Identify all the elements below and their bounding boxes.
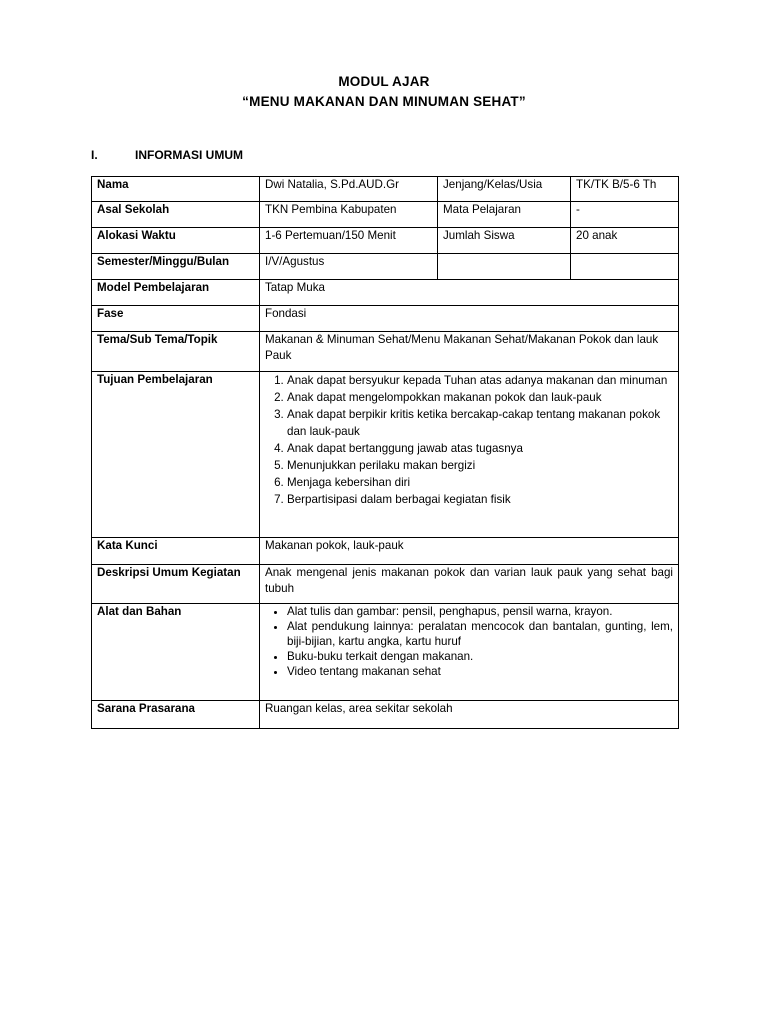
list-item: • Video tentang makanan sehat: [287, 664, 673, 679]
table-row: [92, 604, 679, 701]
list-item: 2. Anak dapat mengelompokkan makanan pokok dan lauk-pauk: [287, 389, 673, 406]
semester-value: I/V/Agustus: [260, 254, 438, 280]
empty-cell: [571, 254, 679, 280]
model-value: Tatap Muka: [260, 280, 679, 306]
semester-label: Semester/Minggu/Bulan: [92, 254, 260, 280]
list-item: 4. Anak dapat bertanggung jawab atas tugasnya: [287, 440, 673, 457]
deskripsi-value: Anak mengenal jenis makanan pokok dan varian lauk pauk yang sehat bagi tubuh: [260, 565, 679, 604]
fase-label: Fase: [92, 306, 260, 332]
list-item: • Alat pendukung lainnya: peralatan mencocok dan bantalan, gunting, lem, biji-bijian, kartu angka, kartu huruf: [287, 619, 673, 649]
asal-sekolah-value: TKN Pembina Kabupaten: [260, 202, 438, 228]
nama-label: Nama: [92, 177, 260, 202]
kata-kunci-value: Makanan pokok, lauk-pauk: [260, 538, 679, 565]
jumlah-siswa-label: Jumlah Siswa: [438, 228, 571, 254]
sarana-value: Ruangan kelas, area sekitar sekolah: [260, 701, 679, 729]
alat-bahan-list: [265, 604, 673, 679]
fase-value: Fondasi: [260, 306, 679, 332]
model-label: Model Pembelajaran: [92, 280, 260, 306]
section-number: I.: [91, 148, 98, 162]
section-title: INFORMASI UMUM: [135, 148, 243, 162]
deskripsi-label: Deskripsi Umum Kegiatan: [92, 565, 260, 604]
sarana-label: Sarana Prasarana: [92, 701, 260, 729]
nama-value: Dwi Natalia, S.Pd.AUD.Gr: [260, 177, 438, 202]
document-subtitle: “MENU MAKANAN DAN MINUMAN SEHAT”: [242, 94, 526, 109]
table-row: [92, 538, 679, 565]
mata-pelajaran-label: Mata Pelajaran: [438, 202, 571, 228]
list-item: • Alat tulis dan gambar: pensil, penghapus, pensil warna, krayon.: [287, 604, 673, 619]
tema-label: Tema/Sub Tema/Topik: [92, 332, 260, 372]
table-row: [92, 177, 679, 202]
table-row: [92, 332, 679, 372]
list-item: 5. Menunjukkan perilaku makan bergizi: [287, 457, 673, 474]
tujuan-label: Tujuan Pembelajaran: [92, 372, 260, 538]
document-title: MODUL AJAR: [338, 74, 430, 89]
table-row: [92, 701, 679, 729]
list-item: • Buku-buku terkait dengan makanan.: [287, 649, 673, 664]
asal-sekolah-label: Asal Sekolah: [92, 202, 260, 228]
table-row: [92, 202, 679, 228]
jumlah-siswa-value: 20 anak: [571, 228, 679, 254]
alat-bahan-value: [260, 604, 679, 701]
table-row: [92, 565, 679, 604]
tema-value: Makanan & Minuman Sehat/Menu Makanan Sehat/Makanan Pokok dan lauk Pauk: [260, 332, 679, 372]
alokasi-waktu-value: 1-6 Pertemuan/150 Menit: [260, 228, 438, 254]
jenjang-value: TK/TK B/5-6 Th: [571, 177, 679, 202]
table-row: [92, 228, 679, 254]
table-row: [92, 254, 679, 280]
table-row: [92, 372, 679, 538]
list-item: 1. Anak dapat bersyukur kepada Tuhan atas adanya makanan dan minuman: [287, 372, 673, 389]
kata-kunci-label: Kata Kunci: [92, 538, 260, 565]
alat-bahan-label: Alat dan Bahan: [92, 604, 260, 701]
mata-pelajaran-value: -: [571, 202, 679, 228]
list-item: 7. Berpartisipasi dalam berbagai kegiatan fisik: [287, 491, 673, 508]
tujuan-list: [265, 372, 673, 508]
info-table: [91, 176, 679, 729]
empty-cell: [438, 254, 571, 280]
jenjang-label: Jenjang/Kelas/Usia: [438, 177, 571, 202]
list-item: 6. Menjaga kebersihan diri: [287, 474, 673, 491]
section-heading: [91, 148, 243, 162]
tujuan-value: [260, 372, 679, 538]
alokasi-waktu-label: Alokasi Waktu: [92, 228, 260, 254]
table-row: [92, 280, 679, 306]
table-row: [92, 306, 679, 332]
list-item: 3. Anak dapat berpikir kritis ketika bercakap-cakap tentang makanan pokok dan lauk-pauk: [287, 406, 673, 440]
